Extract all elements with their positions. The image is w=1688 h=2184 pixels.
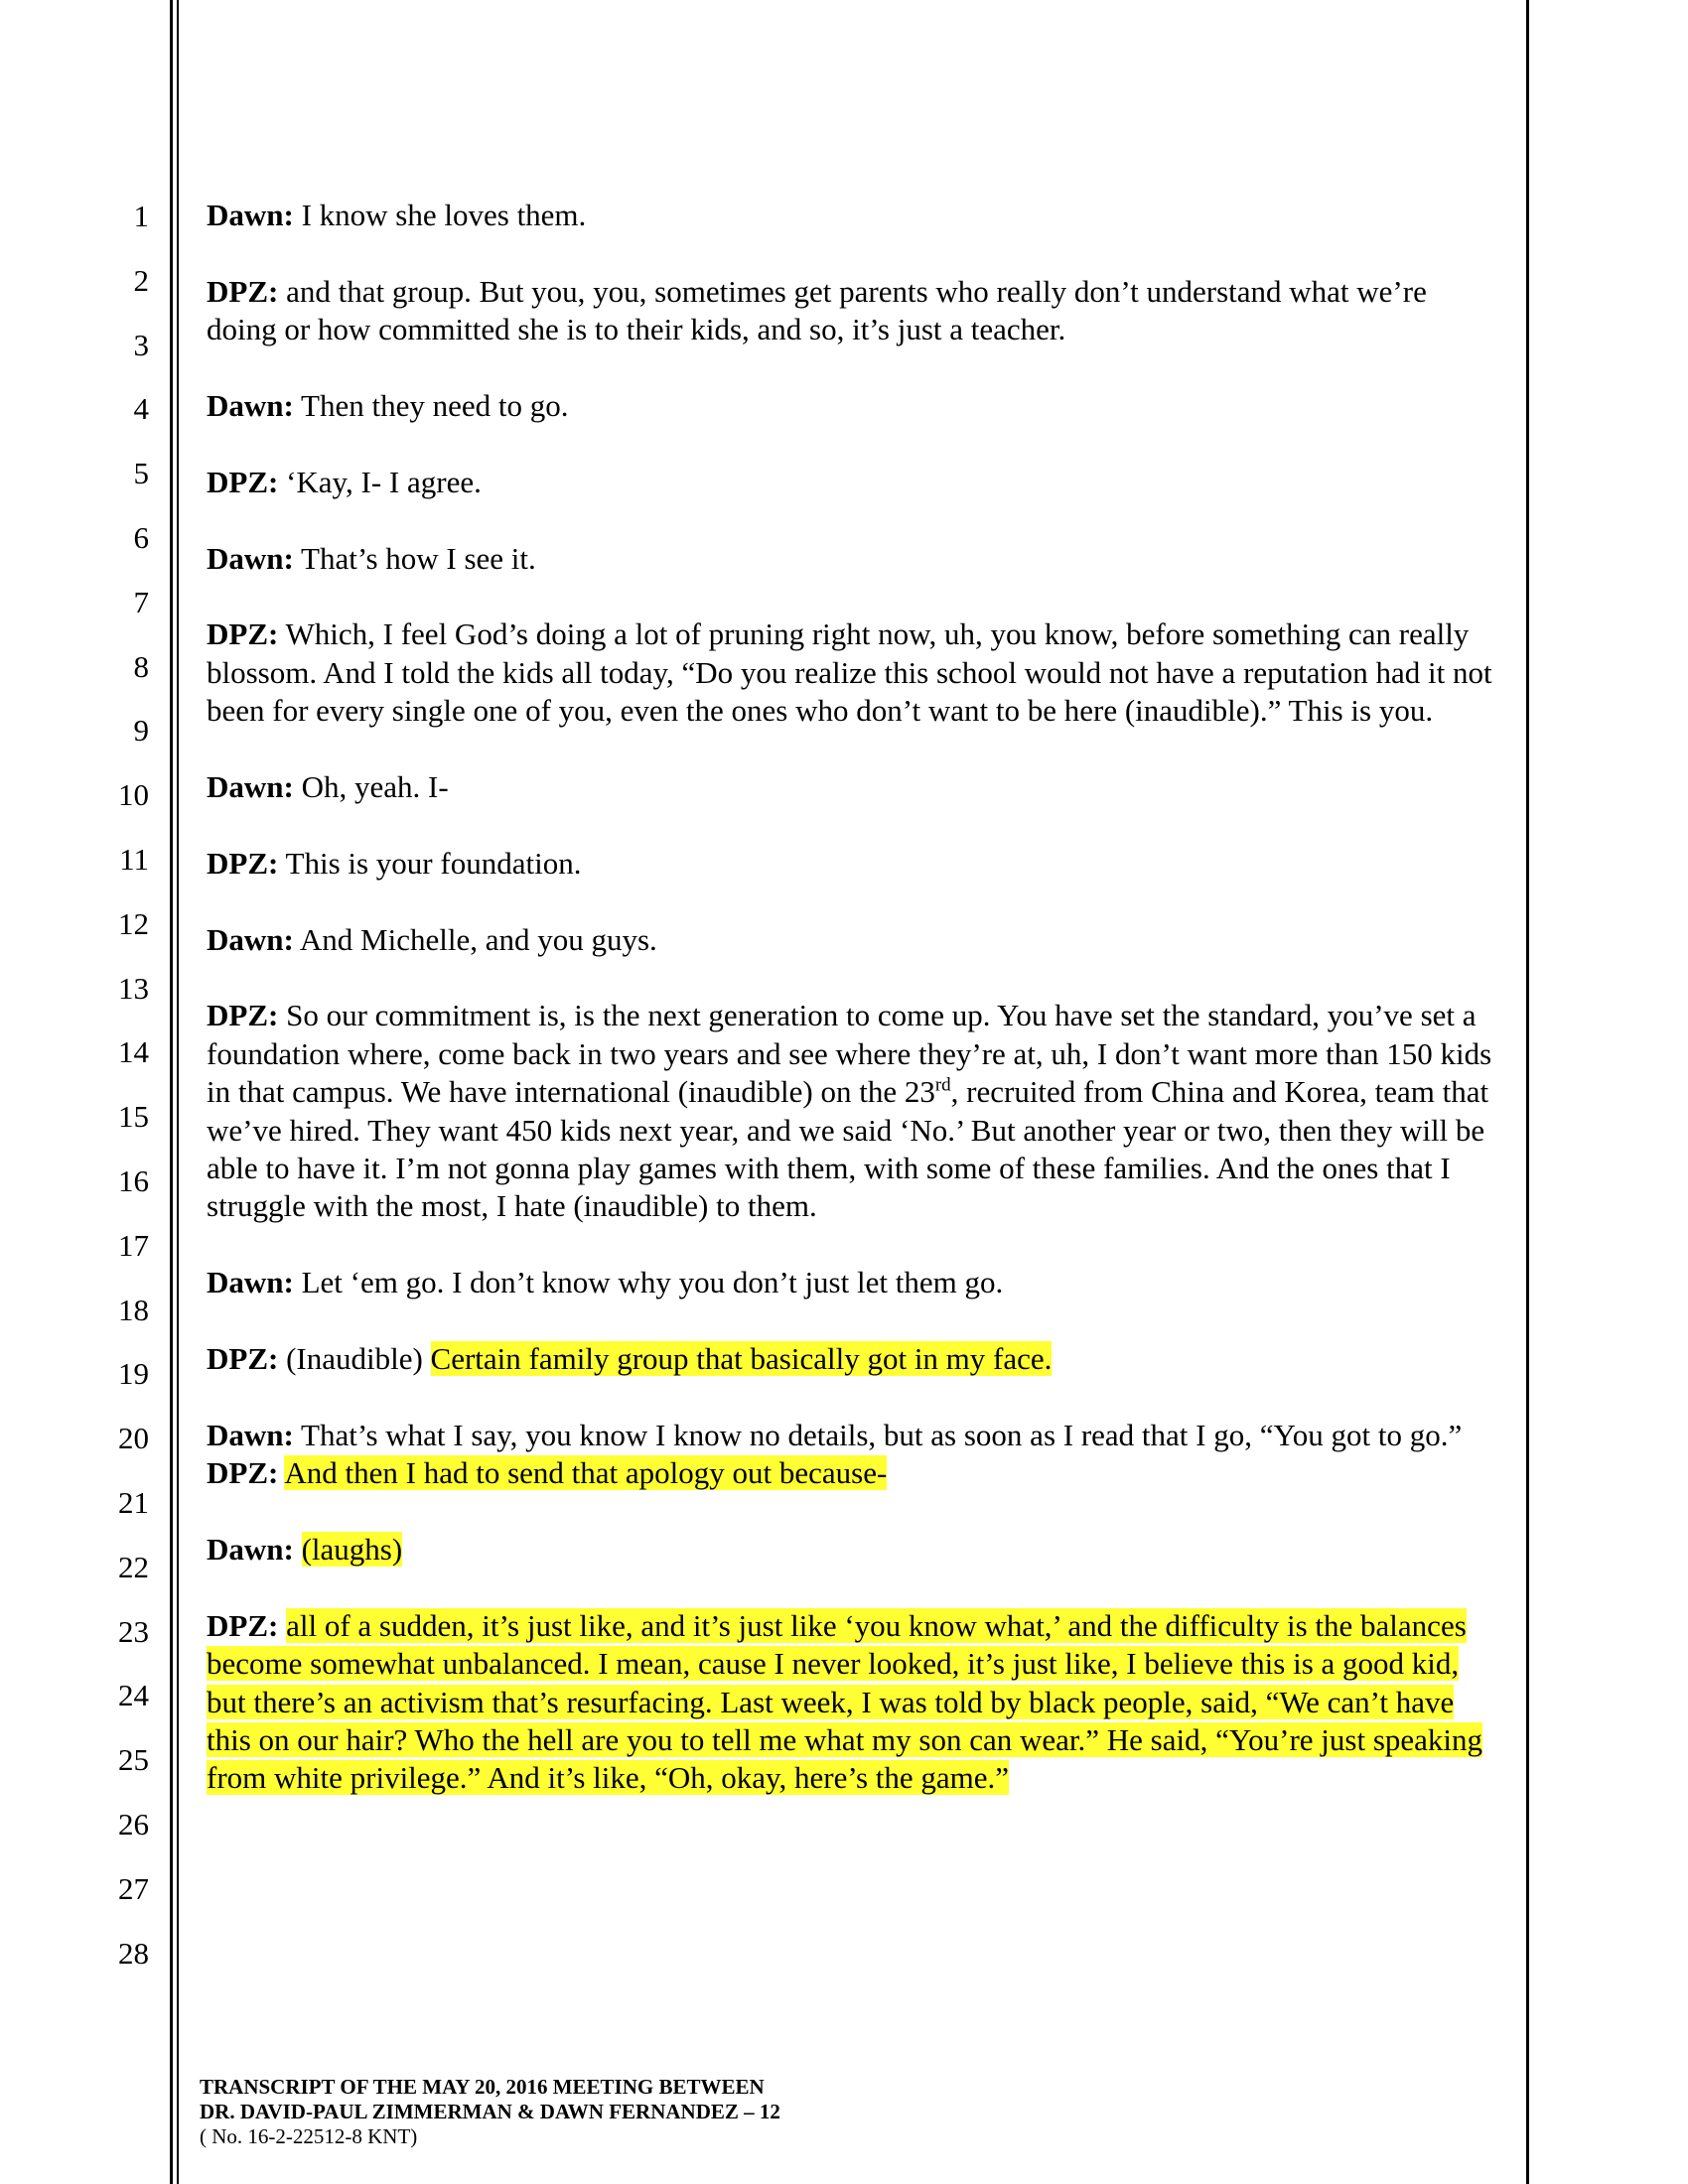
line-number: 15 bbox=[118, 1099, 149, 1135]
speaker-label: Dawn: bbox=[207, 769, 294, 804]
line-number: 6 bbox=[133, 520, 149, 555]
speaker-label: DPZ: bbox=[207, 464, 279, 499]
speech-text: Which, I feel God’s doing a lot of pruning right now, uh, you know, before something can really blossom. And I told the kids all today, “Do you realize this school would not have a reputation had it not been for every single one of you, even the ones who don’t want to be here (inaudible).” This is you. bbox=[207, 616, 1492, 729]
speech-text: This is your foundation. bbox=[278, 845, 582, 881]
right-margin-rule bbox=[1526, 0, 1529, 2184]
transcript-paragraph bbox=[207, 1531, 1497, 1569]
transcript-body bbox=[207, 197, 1497, 1798]
footer-title-line: TRANSCRIPT OF THE MAY 20, 2016 MEETING BETWEEN bbox=[200, 2075, 765, 2099]
line-number: 16 bbox=[118, 1163, 149, 1198]
line-number: 13 bbox=[118, 970, 149, 1006]
line-number: 26 bbox=[118, 1807, 149, 1842]
speech-text: That’s how I see it. bbox=[293, 540, 536, 576]
speech-text: And Michelle, and you guys. bbox=[293, 921, 657, 957]
speaker-label: DPZ: bbox=[207, 845, 279, 881]
line-number: 19 bbox=[118, 1356, 149, 1392]
line-number: 18 bbox=[118, 1292, 149, 1327]
speech-text bbox=[278, 1608, 286, 1643]
line-number: 1 bbox=[133, 199, 149, 233]
transcript-paragraph bbox=[207, 1340, 1497, 1378]
speaker-label: Dawn: bbox=[207, 388, 294, 423]
transcript-paragraph bbox=[207, 1454, 1497, 1492]
line-number: 17 bbox=[118, 1227, 149, 1263]
line-number: 20 bbox=[118, 1421, 149, 1456]
transcript-paragraph bbox=[207, 273, 1497, 349]
line-number: 7 bbox=[133, 584, 149, 619]
speech-text: and that group. But you, you, sometimes get parents who really don’t understand what we’re doing or how committed she is to their kids, and so, it’s just a teacher. bbox=[207, 273, 1427, 347]
transcript-paragraph bbox=[207, 1607, 1497, 1798]
speech-text: That’s what I say, you know I know no details, but as soon as I read that I go, “You got to go.” bbox=[293, 1417, 1463, 1452]
highlighted-text: (laughs) bbox=[301, 1532, 403, 1568]
speaker-label: DPZ: bbox=[207, 1455, 279, 1491]
transcript-paragraph bbox=[207, 768, 1497, 806]
line-number: 12 bbox=[118, 905, 149, 941]
transcript-paragraph bbox=[207, 1417, 1497, 1454]
speech-text bbox=[294, 1532, 302, 1567]
line-number: 11 bbox=[119, 842, 149, 877]
transcript-paragraph bbox=[207, 540, 1497, 578]
speaker-label: DPZ: bbox=[207, 998, 279, 1033]
speaker-label: Dawn: bbox=[207, 1265, 294, 1300]
line-number: 27 bbox=[118, 1870, 149, 1906]
line-number: 4 bbox=[133, 391, 149, 427]
speech-text: , recruited from China and Korea, team that we’ve hired. They want 450 kids next year, and we said ‘No.’ But another year or two, then they will be able to have it. I’m not gonna play games with them, with some of these families. And the ones that I struggle with the most, I hate (inaudible) to them. bbox=[207, 1074, 1489, 1224]
highlighted-text: And then I had to send that apology out because- bbox=[284, 1455, 888, 1491]
speaker-label: Dawn: bbox=[207, 1417, 294, 1452]
speaker-label: DPZ: bbox=[207, 616, 279, 652]
speaker-label: DPZ: bbox=[207, 1341, 279, 1377]
transcript-paragraph bbox=[207, 197, 1497, 234]
transcript-paragraph bbox=[207, 921, 1497, 959]
speech-text: Let ‘em go. I don’t know why you don’t just let them go. bbox=[293, 1265, 1004, 1300]
highlighted-text: all of a sudden, it’s just like, and it’s just like ‘you know what,’ and the difficulty is the balances become somewhat unbalanced. I mean, cause I never looked, it’s just like, I believe this is a good kid, but there’s an activism that’s resurfacing. Last week, I was told by black people, said, “We can’t have this on our hair? Who the hell are you to tell me what my son can wear.” He said, “You’re just speaking from white privilege.” And it’s like, “Oh, okay, here’s the game.” bbox=[207, 1607, 1483, 1796]
speaker-label: Dawn: bbox=[207, 921, 294, 957]
transcript-paragraph bbox=[207, 1264, 1497, 1301]
speaker-label: DPZ: bbox=[207, 1607, 279, 1643]
speaker-label: Dawn: bbox=[207, 198, 294, 232]
line-number: 14 bbox=[118, 1034, 149, 1070]
speech-text: Then they need to go. bbox=[293, 388, 569, 423]
transcript-paragraph bbox=[207, 845, 1497, 883]
line-number: 25 bbox=[118, 1742, 149, 1778]
line-number: 22 bbox=[118, 1549, 149, 1584]
speech-text: I know she loves them. bbox=[293, 198, 587, 232]
line-number: 5 bbox=[133, 456, 149, 491]
line-number: 24 bbox=[118, 1678, 149, 1713]
speech-text: Oh, yeah. I- bbox=[293, 769, 449, 804]
footer-parties-line: DR. DAVID-PAUL ZIMMERMAN & DAWN FERNANDEZ – 12 bbox=[200, 2100, 780, 2123]
line-number: 28 bbox=[118, 1935, 149, 1971]
left-margin-rule-outer bbox=[170, 0, 173, 2184]
speech-text: (Inaudible) bbox=[278, 1341, 431, 1377]
line-number: 2 bbox=[133, 262, 149, 298]
speaker-label: Dawn: bbox=[207, 1532, 294, 1568]
page-footer bbox=[200, 2075, 780, 2149]
speech-text: ‘Kay, I- I agree. bbox=[278, 464, 482, 499]
line-number: 21 bbox=[118, 1485, 149, 1520]
line-number: 10 bbox=[118, 777, 149, 813]
transcript-paragraph bbox=[207, 464, 1497, 501]
line-number: 9 bbox=[133, 713, 149, 749]
line-number: 23 bbox=[118, 1613, 149, 1649]
transcript-paragraph bbox=[207, 615, 1497, 730]
speaker-label: Dawn: bbox=[207, 540, 294, 576]
ordinal-suffix: rd bbox=[934, 1074, 951, 1096]
speaker-label: DPZ: bbox=[207, 273, 279, 309]
footer-case-number: ( No. 16-2-22512-8 KNT) bbox=[200, 2124, 418, 2148]
line-number: 8 bbox=[133, 648, 149, 684]
highlighted-text: Certain family group that basically got in my face. bbox=[430, 1341, 1053, 1377]
line-number: 3 bbox=[133, 327, 149, 362]
left-margin-rule-inner bbox=[177, 0, 179, 2184]
transcript-paragraph bbox=[207, 387, 1497, 425]
speech-text: So our commitment is, is the next generation to come up. You have set the standard, you’ve set a foundation where, come back in two years and see where they’re at, uh, I don’t want more than 150 kids in that campus. We have international (inaudible) on the 23 bbox=[207, 998, 1492, 1110]
transcript-paragraph bbox=[207, 997, 1497, 1225]
